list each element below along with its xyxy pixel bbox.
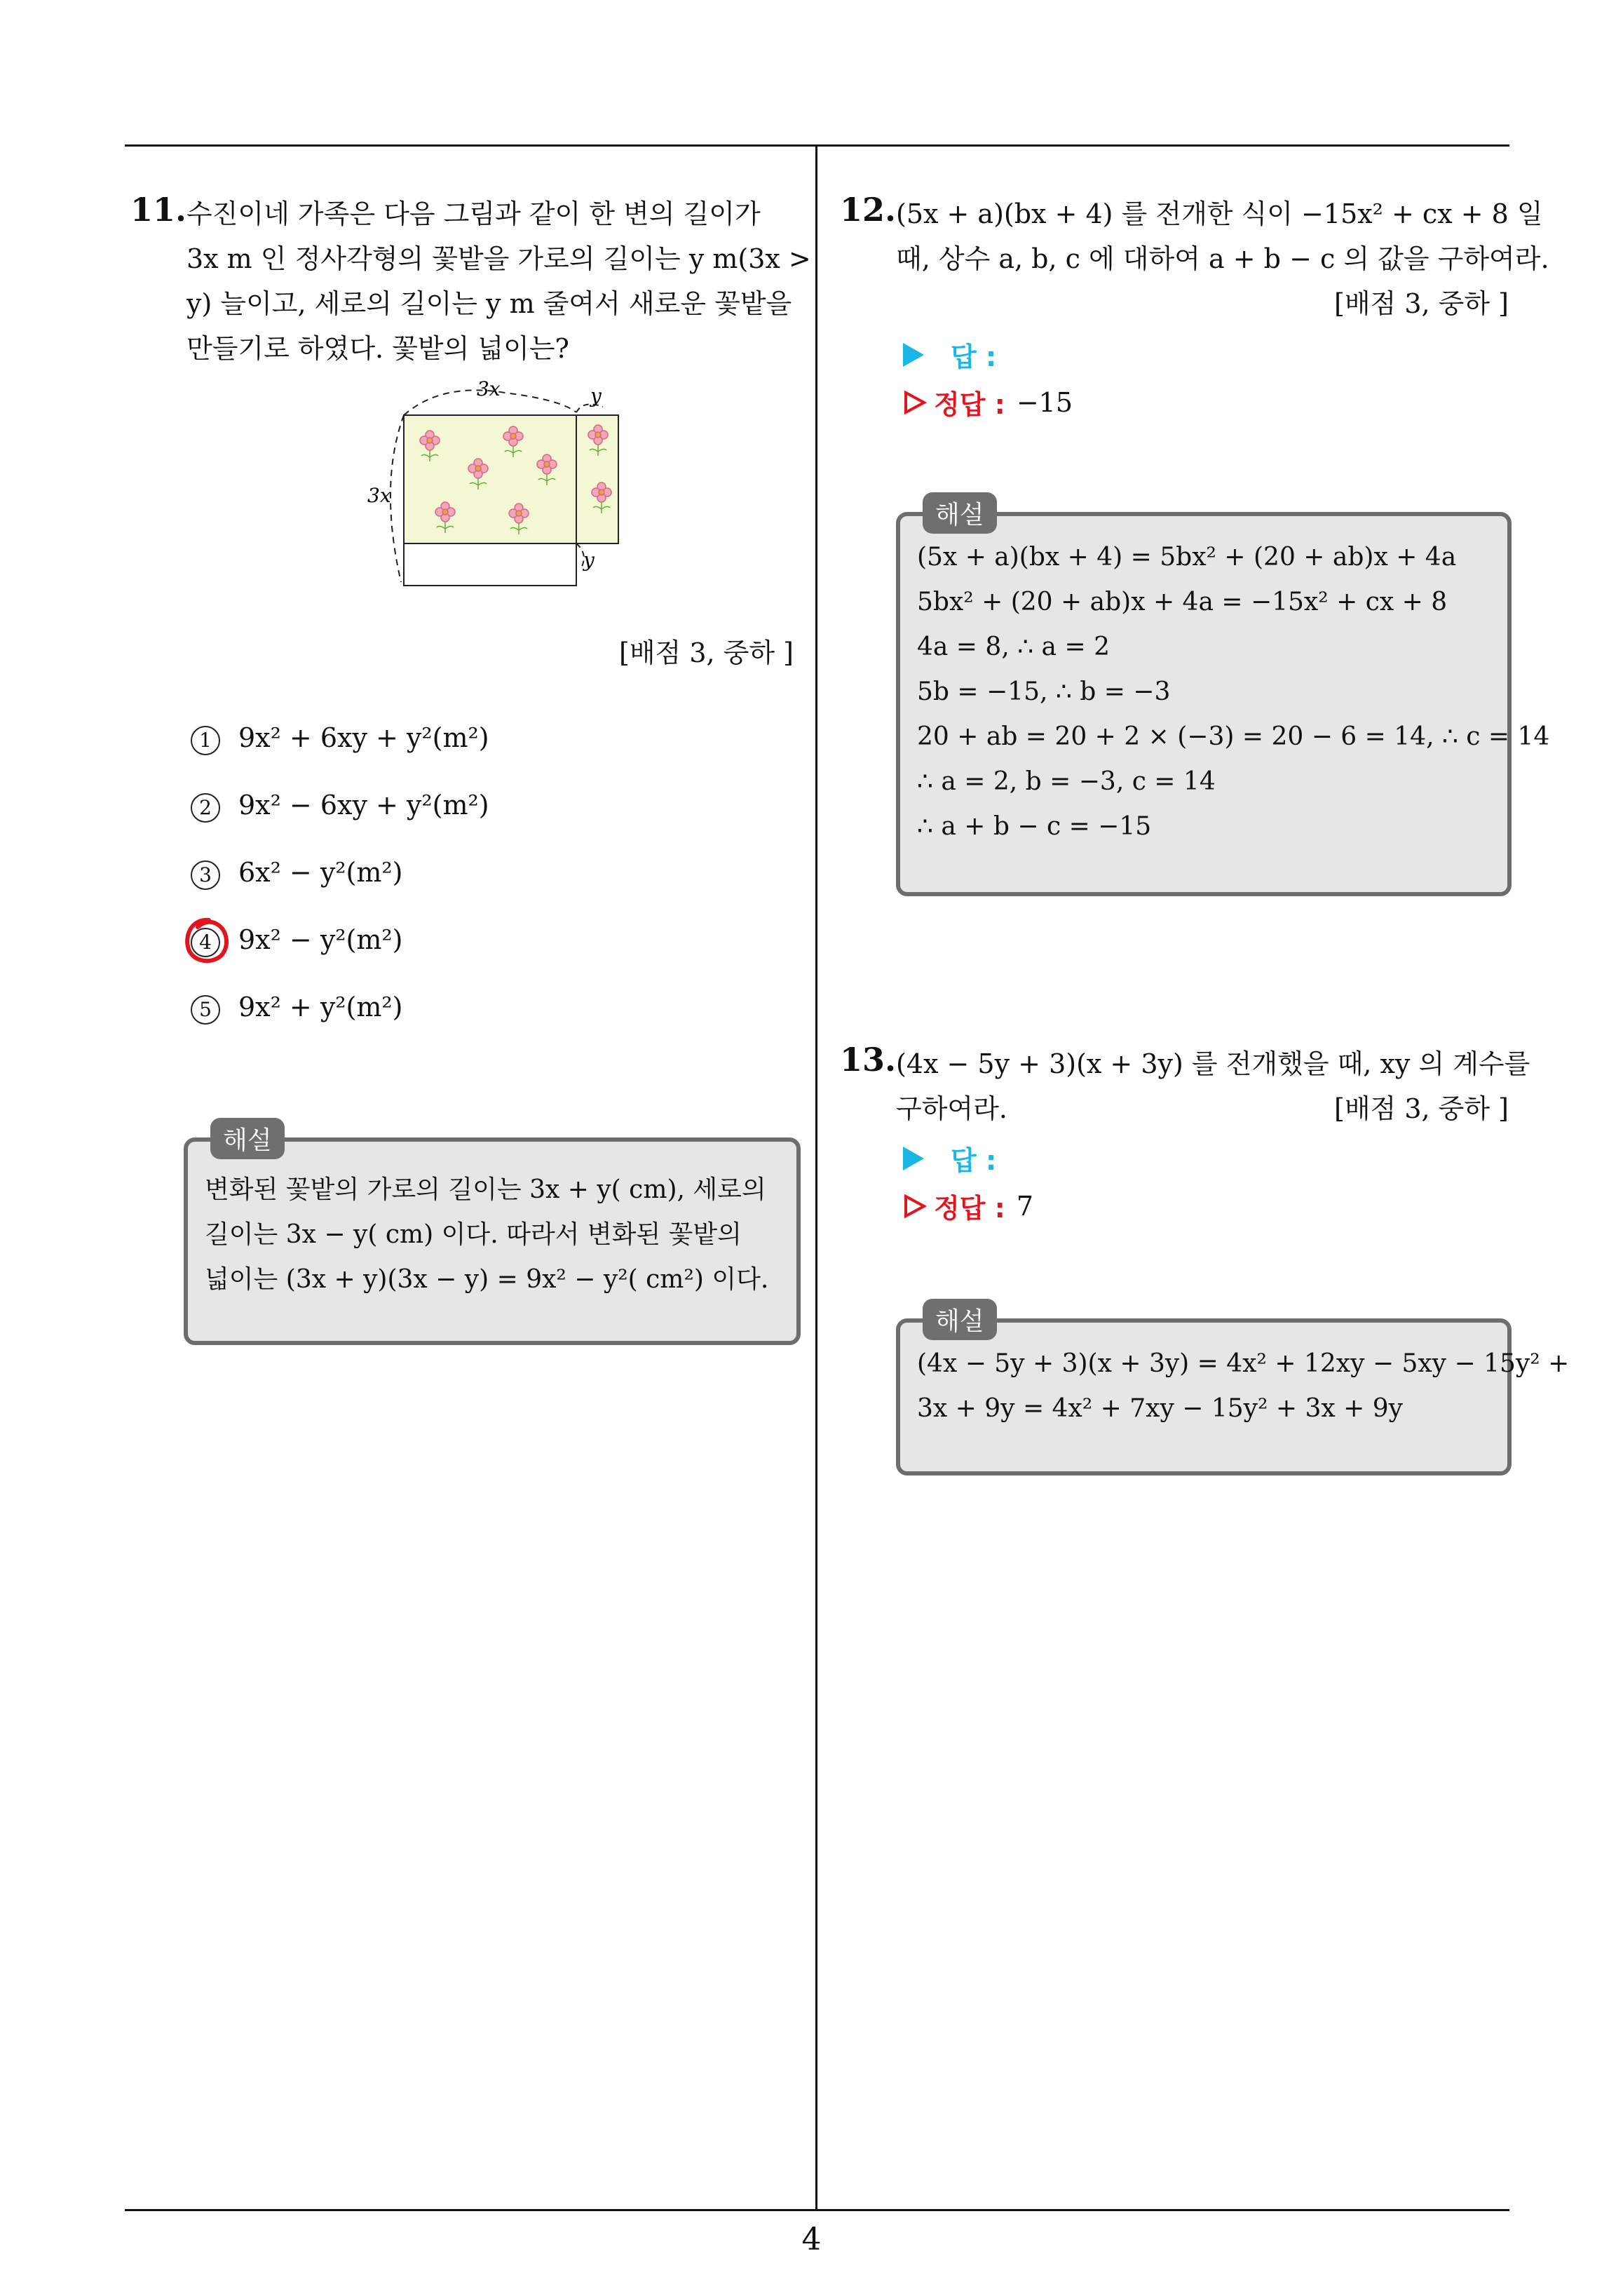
question-text-line: 수진이네 가족은 다음 그림과 같이 한 변의 길이가: [186, 198, 761, 229]
choice-text: 6x² − y²(m²): [238, 857, 403, 888]
choice-2[interactable]: [191, 790, 489, 823]
label-top-3x: 3x: [477, 379, 501, 400]
question-number: 12.: [840, 191, 897, 229]
question-text-line: (4x − 5y + 3)(x + 3y) 를 전개했을 때, xy 의 계수를: [896, 1048, 1530, 1079]
question-number: 11.: [130, 191, 187, 229]
correct-answer-row: [903, 383, 1073, 421]
correct-label: 정답 :: [934, 1193, 1005, 1224]
left-arc: [391, 415, 404, 582]
score-label: [배점 3, 중하 ]: [1334, 288, 1509, 319]
explanation-line: (5x + a)(bx + 4) = 5bx² + (20 + ab)x + 4a: [917, 543, 1457, 572]
choice-number: 2: [191, 793, 220, 823]
choice-text: 9x² − y²(m²): [238, 924, 403, 955]
choice-text: 9x² + y²(m²): [238, 992, 403, 1022]
column-divider: [815, 144, 817, 2210]
explanation-line: 길이는 3x − y( cm) 이다. 따라서 변화된 꽃밭의: [205, 1220, 742, 1249]
question-text-line: 만들기로 하였다. 꽃밭의 넓이는?: [186, 333, 569, 364]
choice-3[interactable]: [191, 857, 402, 890]
explanation-line: 넓이는 (3x + y)(3x − y) = 9x² − y²( cm²) 이다.: [205, 1265, 769, 1294]
explanation-line: 3x + 9y = 4x² + 7xy − 15y² + 3x + 9y: [917, 1394, 1403, 1423]
correct-value: 7: [1016, 1190, 1034, 1222]
correct-label: 정답 :: [934, 389, 1005, 420]
score-label: [배점 3, 중하 ]: [1334, 1093, 1509, 1124]
play-icon: [903, 343, 924, 367]
explanation-box: [184, 1137, 801, 1345]
choice-number: 5: [191, 995, 220, 1025]
choice-number: 1: [191, 726, 220, 755]
label-left-3x: 3x: [367, 484, 391, 507]
explanation-line: ∴ a + b − c = −15: [917, 812, 1152, 841]
explanation-line: 5b = −15, ∴ b = −3: [917, 677, 1171, 706]
question-number: 13.: [840, 1041, 897, 1079]
choice-text: 9x² + 6xy + y²(m²): [238, 722, 489, 753]
explanation-line: 20 + ab = 20 + 2 × (−3) = 20 − 6 = 14, ∴ c = 14: [917, 722, 1550, 751]
explanation-box: [896, 1318, 1570, 1475]
explanation-tab: 해설: [210, 1118, 285, 1159]
answer-row: [903, 335, 996, 374]
explanation-line: 변화된 꽃밭의 가로의 길이는 3x + y( cm), 세로의: [205, 1175, 766, 1204]
label-right-top-y: y: [590, 384, 602, 407]
question-text-line: (5x + a)(bx + 4) 를 전개한 식이 −15x² + cx + 8 일: [896, 198, 1543, 229]
question-text-line: 때, 상수 a, b, c 에 대하여 a + b − c 의 값을 구하여라.: [896, 243, 1549, 274]
score-label: [배점 3, 중하 ]: [619, 637, 794, 668]
choice-5[interactable]: [191, 992, 402, 1025]
label-right-bottom-y: y: [583, 548, 595, 572]
play-outline-icon: [903, 1194, 927, 1218]
selected-answer-mark-icon: [181, 914, 234, 968]
question-text-line: 구하여라.: [896, 1093, 1007, 1124]
flower-garden-figure: [358, 379, 638, 603]
removed-strip: [404, 543, 576, 586]
correct-answer-row: [903, 1187, 1033, 1225]
choice-number: 4: [191, 928, 220, 957]
choice-number: 3: [191, 860, 220, 890]
explanation-box: [896, 512, 1550, 896]
explanation-line: 4a = 8, ∴ a = 2: [917, 633, 1110, 661]
choice-1[interactable]: [191, 722, 489, 755]
explanation-tab: 해설: [923, 1299, 997, 1340]
question-text-line: y) 늘이고, 세로의 길이는 y m 줄여서 새로운 꽃밭을: [186, 288, 792, 319]
correct-value: −15: [1016, 386, 1073, 418]
question-text-line: 3x m 인 정사각형의 꽃밭을 가로의 길이는 y m(3x >: [186, 243, 811, 274]
explanation-tab: 해설: [923, 492, 997, 534]
answer-label: 답 :: [951, 342, 997, 372]
choice-text: 9x² − 6xy + y²(m²): [238, 790, 489, 821]
answer-row: [903, 1139, 996, 1177]
answer-label: 답 :: [951, 1145, 997, 1176]
play-icon: [903, 1147, 924, 1170]
explanation-line: 5bx² + (20 + ab)x + 4a = −15x² + cx + 8: [917, 588, 1448, 616]
play-outline-icon: [903, 391, 927, 414]
page-number: 4: [801, 2222, 822, 2257]
explanation-line: (4x − 5y + 3)(x + 3y) = 4x² + 12xy − 5xy − 15y² +: [917, 1349, 1570, 1378]
explanation-line: ∴ a = 2, b = −3, c = 14: [917, 767, 1216, 796]
bottom-rule: [125, 2209, 1509, 2211]
